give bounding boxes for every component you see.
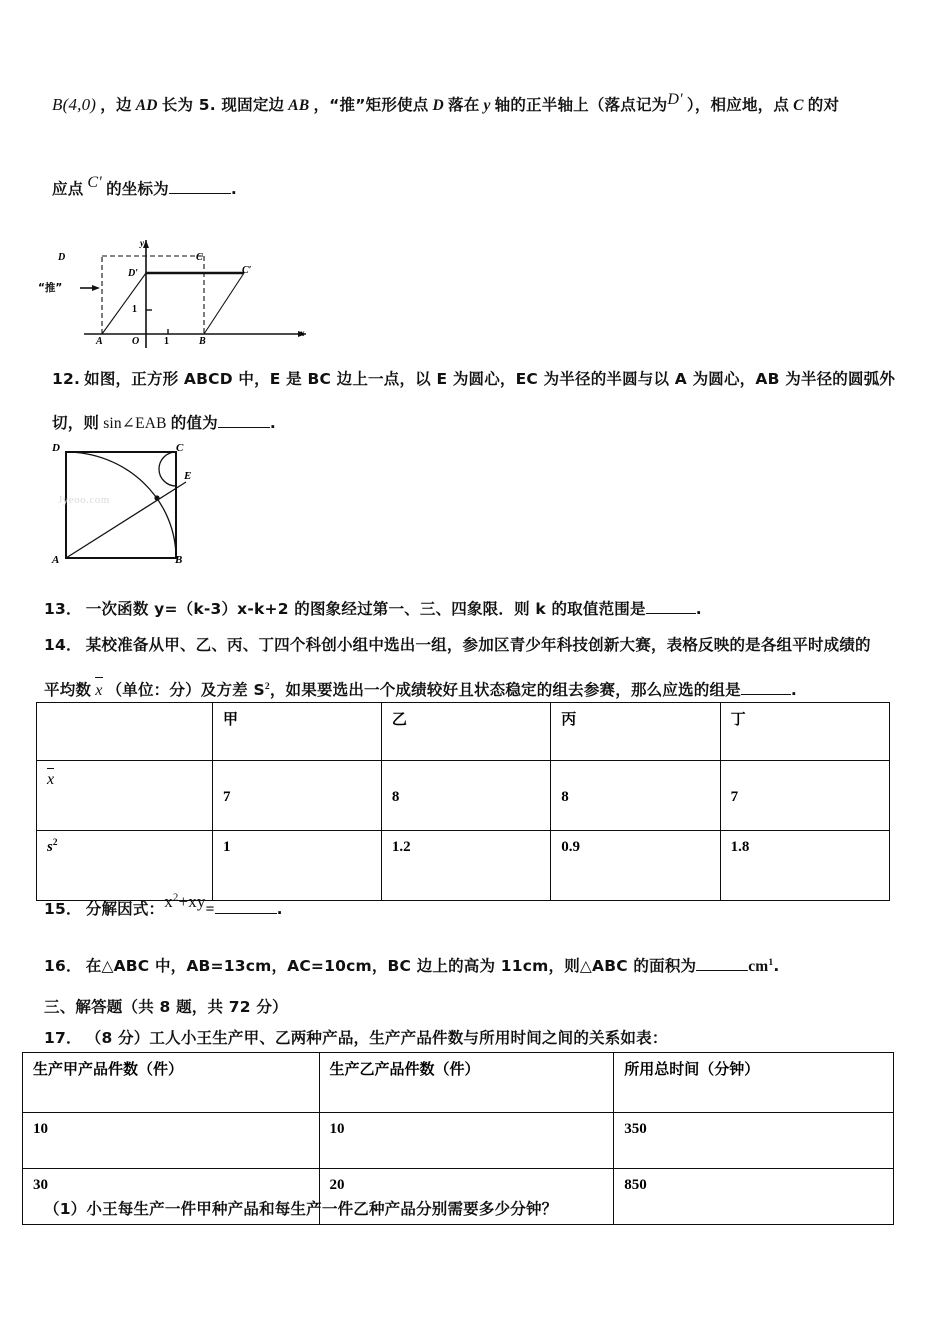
cell-mean-yi <box>381 761 550 831</box>
problem-16 <box>44 955 780 978</box>
cell-variance-ding: 1.8 <box>720 831 889 901</box>
problem-11-text-4: 落在 <box>448 96 480 114</box>
label-A: A <box>96 336 103 347</box>
label-C: C <box>176 442 184 454</box>
cell-header-bing: 丙 <box>551 703 720 761</box>
problem-14-line2-b: （单位：分）及方差 S <box>106 681 265 700</box>
cell-header-yi: 乙 <box>381 703 550 761</box>
problem-15-number: 15． <box>44 900 82 918</box>
cell-mean-bing <box>551 761 720 831</box>
table-row <box>37 761 890 831</box>
label-B: B <box>199 336 206 347</box>
table-row-header <box>23 1053 894 1113</box>
problem-11-line-1 <box>52 92 922 118</box>
problem-12-line2-end: . <box>269 414 276 433</box>
problem-16-number: 16． <box>44 957 82 975</box>
cell-variance-yi: 1.2 <box>381 831 550 901</box>
formula-rest: +xy <box>178 892 206 911</box>
problem-11-axis-y: y <box>483 97 491 114</box>
cell-jia-count: 30 <box>23 1169 320 1225</box>
tangency-point <box>154 495 159 500</box>
cell-variance-bing: 0.9 <box>551 831 720 901</box>
problem-14-number: 14． <box>44 636 82 654</box>
cell-header-empty <box>37 703 213 761</box>
answer-blank-16[interactable] <box>696 970 748 971</box>
label-D: D <box>58 252 66 263</box>
cell-mean-jia <box>213 761 382 831</box>
table-row <box>37 831 890 901</box>
cell-row-label-mean <box>37 761 213 831</box>
figure-square-arcs <box>44 436 264 570</box>
label-tick-x-1: 1 <box>164 336 169 347</box>
problem-14 <box>44 634 924 703</box>
problem-11-seg-ab: AB <box>288 97 310 114</box>
problem-11-line2-prefix: 应点 <box>52 180 84 198</box>
problem-14-line2-a: 平均数 <box>44 681 92 700</box>
problem-16-unit-exponent: 1 <box>768 956 774 968</box>
push-arrow-head <box>92 285 100 291</box>
label-tick-y-1: 1 <box>132 304 137 315</box>
problem-17-text: （8 分）工人小王生产甲、乙两种产品，生产产品件数与所用时间之间的关系如表： <box>85 1029 668 1047</box>
problem-11-line-2 <box>52 174 452 202</box>
problem-11-point-d: D <box>432 97 444 114</box>
problem-13 <box>44 598 924 621</box>
semicircle-center-E <box>159 452 176 486</box>
cell-header-jia: 甲 <box>213 703 382 761</box>
problem-11-text-7: 的对 <box>807 96 840 114</box>
label-E: E <box>184 470 192 482</box>
problem-15-text: 分解因式： <box>85 900 165 918</box>
cell-header-yi-count: 生产乙产品件数（件） <box>319 1053 614 1113</box>
variance-symbol: s <box>47 839 53 855</box>
segment-A-Dp <box>102 273 146 334</box>
problem-11-text-2: 长为 5. 现固定边 <box>161 96 285 114</box>
problem-12-line-2 <box>52 412 932 435</box>
problem-11-seg-ad: AD <box>135 97 158 114</box>
problem-13-text: 一次函数 y=（k‑3）x‑k+2 的图象经过第一、三、四象限．则 k 的取值范围是 <box>85 600 646 618</box>
formula-base: x <box>164 892 173 911</box>
problem-13-end: . <box>695 600 702 618</box>
problem-11-point-b: B(4,0) <box>52 95 97 114</box>
label-O: O <box>132 336 140 347</box>
problem-13-number: 13． <box>44 600 82 618</box>
problem-11-text-3: ，“推”矩形使点 <box>313 96 429 114</box>
cell-total-time: 350 <box>614 1113 894 1169</box>
label-axis-y: y <box>140 238 144 248</box>
answer-blank-15[interactable] <box>215 913 277 914</box>
formula-exponent: 2 <box>172 892 179 904</box>
problem-11-point-d-prime: D′ <box>667 91 683 108</box>
value: 7 <box>223 789 231 805</box>
table-row-header <box>37 703 890 761</box>
problem-12-line2-b: 的值为 <box>170 414 218 433</box>
cell-yi-count: 20 <box>319 1169 614 1225</box>
label-B: B <box>175 554 183 566</box>
cell-total-time: 850 <box>614 1169 894 1225</box>
problem-16-end: . <box>773 957 780 975</box>
problem-15 <box>44 892 283 922</box>
equals-sign: = <box>205 901 215 918</box>
label-C-prime: C′ <box>242 265 252 276</box>
problem-14-line2-c: ，如果要选出一个成绩较好且状态稳定的组去参赛，那么应选的组是 <box>269 681 741 700</box>
label-A: A <box>52 554 60 566</box>
problem-12-expression: sin∠EAB <box>103 415 167 433</box>
problem-11-text-1: ，边 <box>100 96 132 114</box>
problem-16-unit: cm <box>748 958 769 975</box>
problem-12-line2-a: 切，则 <box>52 414 100 433</box>
answer-blank-13[interactable] <box>646 613 696 614</box>
problem-14-variance-exponent: 2 <box>264 681 270 693</box>
value: 7 <box>730 789 739 805</box>
problem-17-question-1: （1）小王每生产一件甲种产品和每生产一件乙种产品分别需要多少分钟？ <box>44 1200 558 1218</box>
mean-symbol-xbar: x <box>95 677 102 703</box>
problem-12-line-1: 如图，正方形 ABCD 中，E 是 BC 边上一点，以 E 为圆心，EC 为半径的半圆与以 A 为圆心，AB 为半径的圆弧外 <box>84 370 896 388</box>
section-3-heading: 三、解答题（共 8 题，共 72 分） <box>44 998 288 1016</box>
cell-yi-count: 10 <box>319 1113 614 1169</box>
problem-14-line-1: 某校准备从甲、乙、丙、丁四个科创小组中选出一组，参加区青少年科技创新大赛，表格反映的是各组平时成绩的 <box>85 636 871 654</box>
label-D: D <box>52 442 60 454</box>
segment-B-Cp <box>204 273 244 334</box>
cell-mean-ding <box>720 761 889 831</box>
cell-header-ding: 丁 <box>720 703 889 761</box>
problem-11-point-c: C <box>793 97 804 114</box>
problem-15-formula <box>164 892 205 911</box>
label-D-prime: D′ <box>128 268 139 279</box>
cell-header-jia-count: 生产甲产品件数（件） <box>23 1053 320 1113</box>
value: 8 <box>391 789 400 805</box>
label-C: C <box>196 252 203 263</box>
cell-variance-jia: 1 <box>213 831 382 901</box>
problem-12 <box>52 368 932 436</box>
problem-17 <box>44 1027 668 1050</box>
label-push: “推” <box>38 282 63 294</box>
cell-jia-count: 10 <box>23 1113 320 1169</box>
rectangle-push-svg <box>44 226 344 354</box>
answer-blank-11[interactable] <box>169 193 231 194</box>
problem-11-line2-suffix: 的坐标为 <box>106 180 169 198</box>
variance-exponent: 2 <box>52 838 58 848</box>
answer-blank-14[interactable] <box>741 694 791 695</box>
watermark: Jyeoo.com <box>58 494 110 506</box>
problem-14-line-2 <box>44 677 924 703</box>
problem-11-text-6: ），相应地，点 <box>686 96 790 114</box>
answer-blank-12[interactable] <box>218 427 270 428</box>
problem-11-line2-end: . <box>230 180 237 198</box>
problem-17-number: 17． <box>44 1029 82 1047</box>
cell-header-total-time: 所用总时间（分钟） <box>614 1053 894 1113</box>
mean-symbol-xbar: x <box>47 768 54 789</box>
value: 8 <box>561 789 569 805</box>
table-row <box>23 1113 894 1169</box>
figure-rectangle-push <box>38 226 344 354</box>
problem-11-text-5: 轴的正半轴上（落点记为 <box>494 96 668 114</box>
problem-12-number: 12. <box>52 370 81 388</box>
problem-11-point-c-prime: C′ <box>87 174 102 191</box>
label-axis-x: x <box>300 328 305 338</box>
problem-16-text: 在△ABC 中，AB=13cm，AC=10cm，BC 边上的高为 11cm，则△ABC 的面积为 <box>85 957 697 975</box>
problem-14-end: . <box>790 681 797 700</box>
problem-15-end: . <box>276 900 283 918</box>
